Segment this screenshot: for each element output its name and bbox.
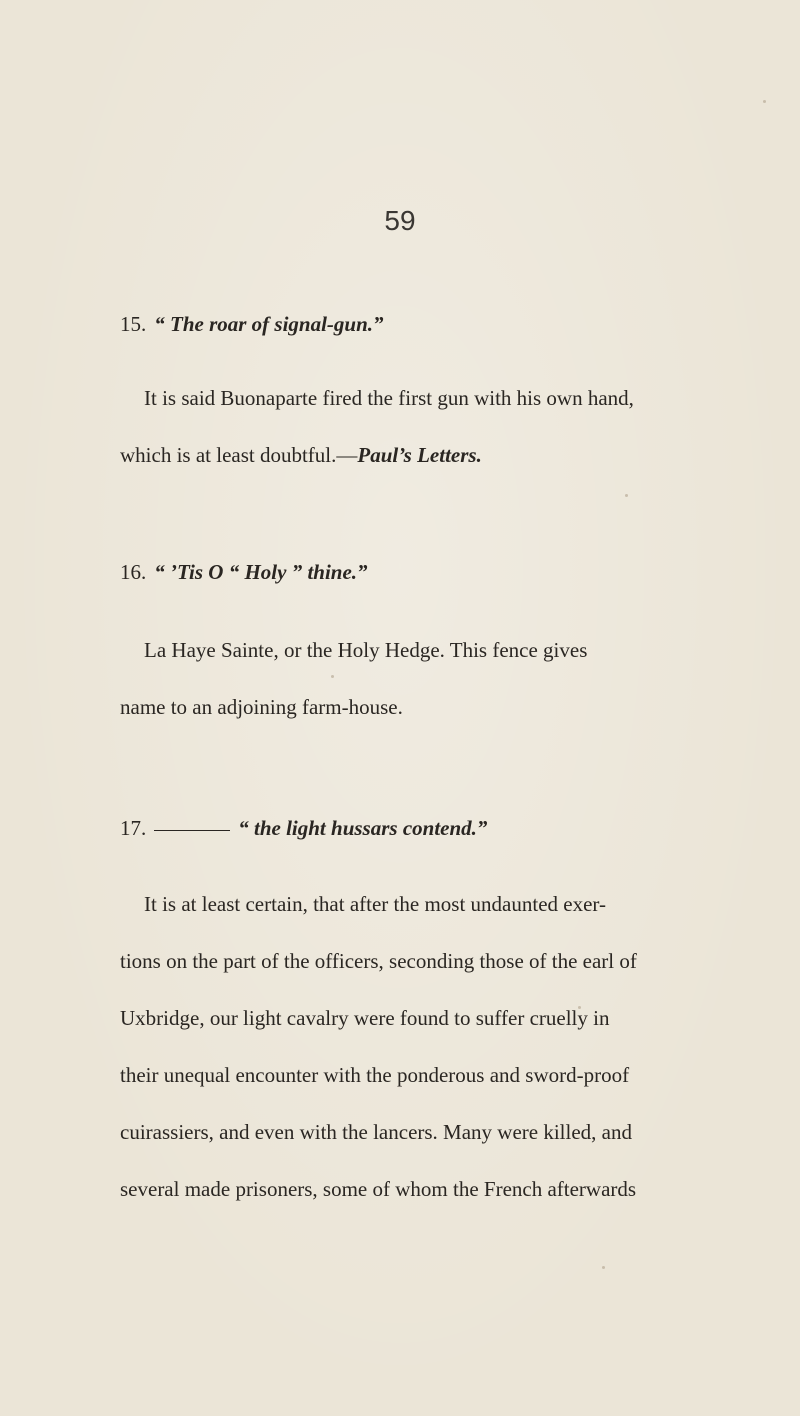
note-16-text — [120, 622, 680, 736]
note-17-text — [120, 876, 680, 1218]
paper-speck — [763, 100, 766, 103]
note-quote: “ ’Tis O “ Holy ” thine.” — [154, 560, 368, 584]
source-citation: Paul’s Letters. — [357, 443, 482, 467]
note-number: 16. — [120, 560, 147, 584]
paper-speck — [602, 1266, 605, 1269]
text-line: their unequal encounter with the ponderous and sword-proof — [120, 1063, 630, 1087]
paper-speck — [625, 494, 628, 497]
note-number: 15. — [120, 312, 147, 336]
text-line: It is at least certain, that after the most undaunted exer- — [144, 892, 606, 916]
note-quote: “ The roar of signal-gun.” — [154, 312, 384, 336]
text-line — [120, 427, 680, 484]
note-15-text — [120, 370, 680, 484]
text-line: It is said Buonaparte fired the first gun with his own hand, — [144, 386, 634, 410]
note-17-heading — [120, 816, 487, 841]
em-dash-rule — [154, 830, 230, 831]
text-line: name to an adjoining farm-house. — [120, 695, 403, 719]
text-line-body: which is at least doubtful.— — [120, 443, 358, 467]
text-line: Uxbridge, our light cavalry were found to suffer cruelly in — [120, 1006, 610, 1030]
text-line: cuirassiers, and even with the lancers. Many were killed, and — [120, 1120, 632, 1144]
note-15-heading — [120, 312, 384, 337]
note-quote: “ the light hussars contend.” — [238, 816, 488, 840]
text-line: La Haye Sainte, or the Holy Hedge. This fence gives — [144, 638, 588, 662]
text-line: several made prisoners, some of whom the French afterwards — [120, 1177, 637, 1201]
note-number: 17. — [120, 816, 147, 840]
text-line: tions on the part of the officers, seconding those of the earl of — [120, 949, 637, 973]
note-16-heading — [120, 560, 368, 585]
page-number: 59 — [384, 205, 416, 236]
